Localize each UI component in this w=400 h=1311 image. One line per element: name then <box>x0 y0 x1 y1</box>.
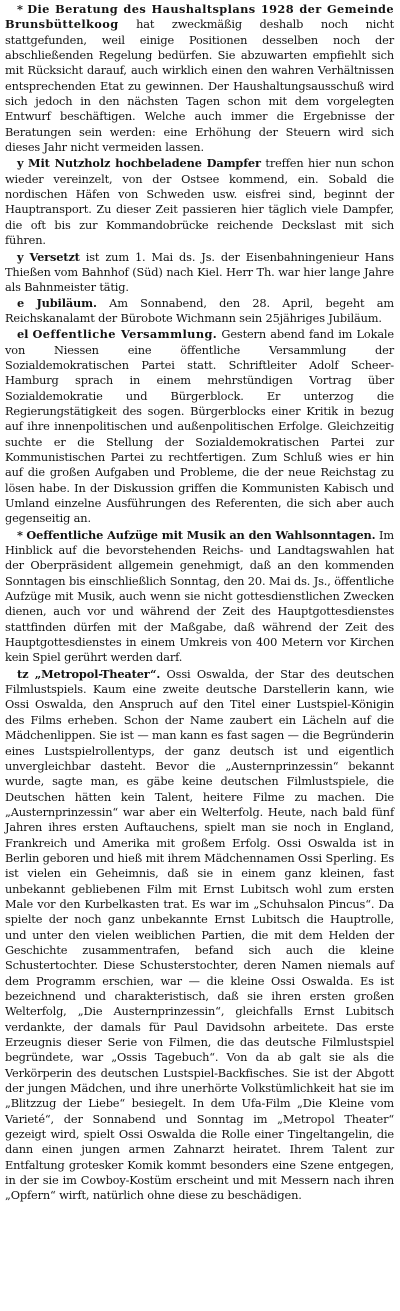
article-versetzt <box>5 250 394 296</box>
article-body: ist zum 1. Mai ds. Js. der Eisenbahningenieur Hans Thießen vom Bahnhof (Süd) nach Kiel. Herr Th. war hier lange Jahre als Bahnmeister tätig. <box>5 249 394 295</box>
article-versammlung <box>5 327 394 526</box>
article-prefix: e <box>17 295 25 310</box>
article-prefix: tz <box>17 666 29 681</box>
article-dampfer <box>5 156 394 248</box>
article-haushaltsplan <box>5 2 394 155</box>
article-body: Am Sonnabend, den 28. April, begeht am Reichskanalamt der Bürobote Wichmann sein 25jähriges Jubiläum. <box>5 295 394 325</box>
article-prefix: y <box>17 156 24 171</box>
article-metropol-theater <box>5 667 394 1204</box>
article-body: Im Hinblick auf die bevorstehenden Reichs- und Landtagswahlen hat der Oberpräsident allgemein genehmigt, daß an den kommenden Sonntagen bis einschließlich Sonntag, den 20. Mai ds. Js., öffentliche Aufzüge mit Musik, auch wenn sie nicht gottesdienstlichen Zwecken dienen, auch vor und während der Zeit des Hauptgottesdienstes stattfinden dürfen mit der Maßgabe, daß während der Zeit des Hauptgottesdienstes in einem Umkreis von 400 Metern vor Kirchen kein Spiel gerührt werden darf. <box>5 527 394 665</box>
article-body: Ossi Oswalda, der Star des deutschen Filmlustspiels. Kaum eine zweite deutsche Darstellerin kann, wie Ossi Oswalda, den Anspruch auf den Titel einer Lustspiel-Königin des Films erheben. Schon der Name zaubert ein Lächeln auf die Mädchenlippen. Sie ist — man kann es fast sagen — die Begründerin eines Lustspielrollentyps, der ganz deutsch ist und eigentlich unvergleichbar dasteht. Bevor die „Austernprinzessin“ bekannt wurde, sagte man, es gäbe keine deutschen Filmlustspiele, die Deutschen hätten kein Talent, heitere Filme zu machen. Die „Austernprinzessin“ war aber ein Welterfolg. Heute, nach bald fünf Jahren ihres ersten Auftauchens, spielt man sie noch in England, Frankreich und Amerika mit großem Erfolg. Ossi Oswalda ist in Berlin geboren und hieß mit ihrem Mädchennamen Ossi Sperling. Es ist vielen ein Geheimnis, daß sie in einem ganz kleinen, fast unbekannt gebliebenen Film mit Ernst Lubitsch wohl zum ersten Male vor den Kurbelkasten trat. Es war im „Schuhsalon Pincus“. Da spielte der noch ganz unbekannte Ernst Lubitsch die Hauptrolle, und unter den vielen weiblichen Partien, die mit dem Helden der Geschichte zusammentrafen, befand sich auch die kleine Schustertochter. Diese Schusterstochter, deren Namen niemals auf dem Programm erschien, war — die kleine Ossi Oswalda. Es ist bezeichnend und charakteristisch, daß sie ihren ersten großen Welterfolg, „Die Austernprinzessin“, gleichfalls Ernst Lubitsch verdankte, der damals für Paul Davidsohn arbeitete. Das erste Erzeugnis dieser Serie von Filmen, die das deutsche Filmlustspiel begründete, war „Ossis Tagebuch“. Von da ab galt sie als die Verkörperin des deutschen Lustspiel-Backfisches. Sie ist der Abgott der jungen Mädchen, und ihre unerhörte Volkstümlichkeit hat sie im „Blitzzug der Liebe“ besiegelt. In dem Ufa-Film „Die Kleine vom Varieté“, der Sonnabend und Sonntag im „Metropol Theater“ gezeigt wird, spielt Ossi Oswalda die Rolle einer Tingeltangelin, die dann einen jungen armen Zahnarzt heiratet. Ihrem Talent zur Entfaltung grotesker Komik kommt besonders eine Szene entgegen, in der sie im Cowboy-Kostüm erscheint und mit Messern nach ihren „Opfern“ wirft, natürlich ohne diese zu beschädigen. <box>5 666 394 1203</box>
article-headline: Oeffentliche Aufzüge mit Musik an den Wahlsonntagen. <box>26 527 376 542</box>
article-prefix: * <box>17 527 23 542</box>
article-prefix: y <box>17 249 24 264</box>
article-aufzuege <box>5 528 394 666</box>
article-headline: Mit Nutzholz hochbeladene Dampfer <box>28 156 261 171</box>
article-body: Gestern abend fand im Lokale von Niessen eine öffentliche Versammlung der Sozialdemokratischen Partei statt. Schriftleiter Adolf Scheer-Hamburg sprach in einem mehrstündigen Vortrag über Sozialdemokratie und Bürgerblock. Er unterzog die Regierungstätigkeit des sogen. Bürgerblocks einer Kritik in bezug auf ihre innenpolitischen und außenpolitischen Erfolge. Gleichzeitig suchte er die Stellung der Sozialdemokratischen Partei zur Kommunistischen Partei zu rechtfertigen. Zum Schluß wies er hin auf die großen Aufgaben und Probleme, die der neue Reichstag zu lösen habe. In der Diskussion griffen die Kommunisten Kabisch und Umland einzelne Ausführungen des Referenten, die sich aber auch gegenseitig an. <box>5 327 394 526</box>
article-body: treffen hier nun schon wieder vereinzelt, von der Ostsee kommend, ein. Sobald die nordischen Häfen von Schweden usw. eisfrei sind, beginnt der Hauptransport. Zu dieser Zeit passieren hier täglich viele Dampfer, die oft bis zur Kommandobrücke reichende Deckslast mit sich führen. <box>5 156 394 248</box>
article-headline: Oeffentliche Versammlung. <box>32 327 218 342</box>
article-prefix: el <box>17 327 29 342</box>
article-headline: Jubiläum. <box>36 295 97 310</box>
article-prefix: * <box>17 2 23 16</box>
article-headline: Die Beratung des Haushaltsplans 1928 der Gemeinde Brunsbüttelkoog <box>5 2 394 32</box>
article-headline: „Metropol-Theater“. <box>34 666 161 681</box>
article-jubilaeum <box>5 296 394 327</box>
article-headline: Versetzt <box>29 249 80 264</box>
article-body: hat zweckmäßig deshalb noch nicht stattgefunden, weil einige Positionen desselben noch der abschließenden Regelung bedürfen. Sie abzuwarten empfiehlt sich mit Rücksicht darauf, auch wirklich einen den wahren Verhältnissen entsprechenden Etat zu gewinnen. Der Haushaltungsausschuß wird sich jedoch in den nächsten Tagen schon mit dem vorgelegten Entwurf beschäftigen. Welche auch immer die Ergebnisse der Beratungen sein werden: eine Erhöhung der Steuern wird sich dieses Jahr nicht vermeiden lassen. <box>5 17 394 155</box>
